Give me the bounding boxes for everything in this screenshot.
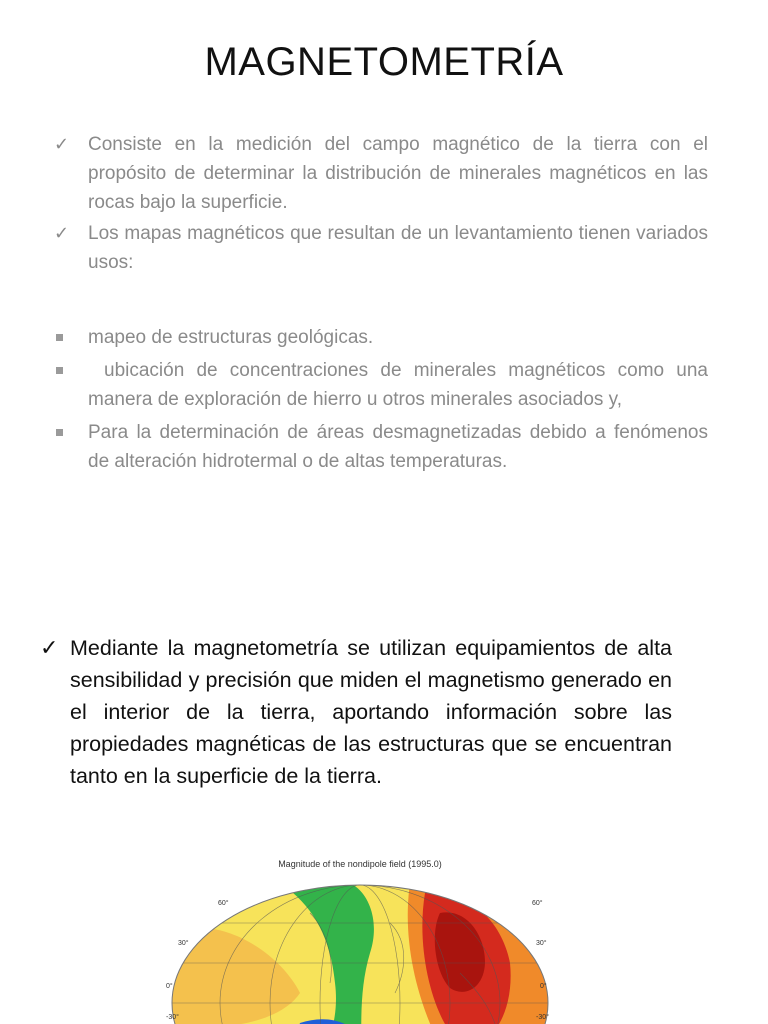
checkmark-icon: ✓ [54,134,70,154]
lat-label-30: 30° [178,940,189,947]
bullet-item-text: mapeo de estructuras geológicas. [88,327,374,348]
bullet-item-text: Para la determinación de áreas desmagnetizadas debido a fenómenos de alteración hidrotermal o de altas temperaturas. [88,422,708,472]
check-item-definition [50,130,708,217]
nondipole-field-map [160,855,560,1024]
square-bullet-icon [56,367,63,374]
check-item-text: Mediante la magnetometría se utilizan equipamientos de alta sensibilidad y precisión que miden el magnetismo generado en el interior de la tierra, aportando información sobre las propiedades magnéticas de las estructuras que se encuentran tanto en la superficie de la tierra. [70,636,672,788]
square-bullet-icon [56,334,63,341]
slide-title: MAGNETOMETRÍA [204,40,564,84]
equipment-section [40,632,672,792]
check-item-text: Los mapas magnéticos que resultan de un levantamiento tienen variados usos: [88,223,708,273]
bullet-item-mapping [50,323,708,352]
bullet-item-text: ubicación de concentraciones de minerales magnéticos como una manera de exploración de hierro u otros minerales asociados y, [88,360,708,410]
bullet-item-demagnetized [50,418,708,476]
lat-label-0-right: 0° [540,983,547,990]
map-image [160,873,560,1024]
bullet-item-location [50,356,708,414]
description-section [50,130,708,476]
checkmark-icon: ✓ [54,223,70,243]
lat-label-minus30: -30° [166,1014,179,1021]
lat-label-60-right: 60° [532,900,543,907]
checkmark-icon: ✓ [40,635,59,660]
lat-label-60: 60° [218,900,229,907]
map-title: Magnitude of the nondipole field (1995.0) [278,859,442,869]
lat-label-0: 0° [166,983,173,990]
check-item-equipment [40,632,672,792]
check-item-uses [50,219,708,277]
lat-label-minus30-right: -30° [536,1014,549,1021]
lat-label-30-right: 30° [536,940,547,947]
square-bullet-icon [56,429,63,436]
check-item-text: Consiste en la medición del campo magnético de la tierra con el propósito de determinar la distribución de minerales magnéticos en las rocas bajo la superficie. [88,134,708,213]
